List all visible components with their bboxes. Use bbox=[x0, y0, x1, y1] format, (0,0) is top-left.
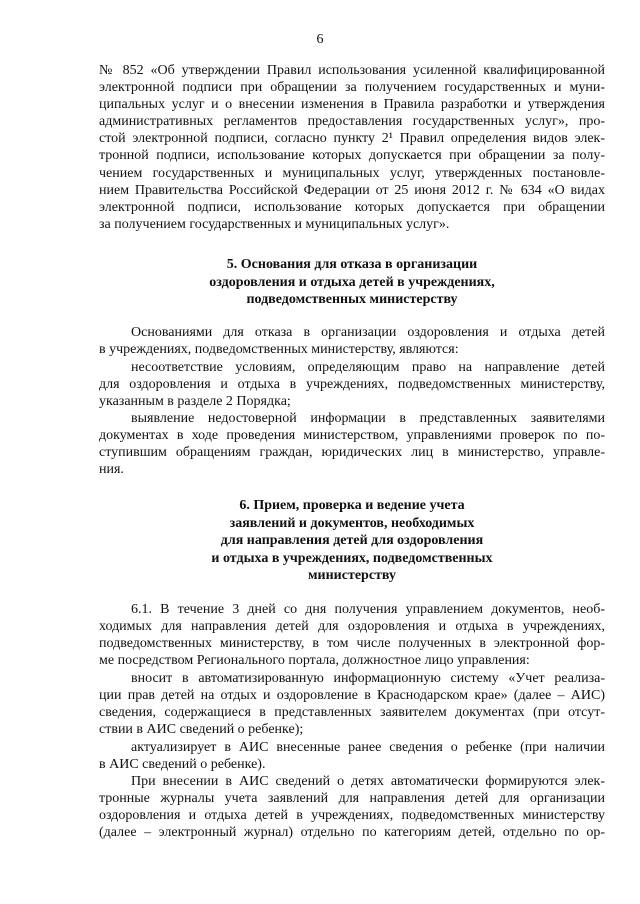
paragraph-line: тронные журналы учета заявлений для направления детей для организации bbox=[99, 790, 605, 806]
heading-line: для направления детей для оздоровления bbox=[220, 533, 484, 549]
paragraph-line: тронной подписи, использование которых допускается при обращении за полу- bbox=[99, 148, 605, 164]
paragraph-line: выявление недостоверной информации в представленных заявителями bbox=[131, 411, 605, 426]
paragraph-line: 6.1. В течение 3 дней со дня получения управлением документов, необ- bbox=[131, 602, 605, 617]
paragraph-line: стой электронной подписи, согласно пункту 2¹ Правил определения видов элек- bbox=[99, 131, 605, 147]
heading-line: заявлений и документов, необходимых bbox=[229, 515, 475, 531]
paragraph-line: в учреждениях, подведомственных министерству, являются: bbox=[99, 342, 459, 358]
paragraph-line: чением государственных и муниципальных услуг, утвержденных постановле- bbox=[99, 165, 605, 181]
heading-line: и отдыха в учреждениях, подведомственных bbox=[211, 550, 493, 566]
paragraph-line: за получением государственных и муниципальных услуг». bbox=[99, 216, 450, 232]
page-number: 6 bbox=[316, 32, 324, 47]
paragraph-intro bbox=[99, 62, 605, 233]
paragraph-line: актуализирует в АИС внесенные ранее сведения о ребенке (при наличии bbox=[131, 739, 605, 755]
heading-line: оздоровления и отдыха детей в учреждениях, bbox=[209, 274, 495, 290]
paragraph-line: При внесении в АИС сведений о детях автоматически формируются элек- bbox=[131, 773, 605, 789]
paragraph-line: подведомственных министерству, в том числе полученных в электронной фор- bbox=[99, 636, 605, 652]
paragraph-line: электронной подписи, использование которых допускается при обращении bbox=[99, 199, 605, 215]
paragraph-line: сведения, содержащиеся в представленных заявителем документах (при отсут- bbox=[99, 705, 605, 721]
paragraph-line: ступившим обращениям граждан, юридических лиц в министерство, управле- bbox=[99, 445, 605, 461]
section-6-paragraph-4 bbox=[99, 773, 605, 841]
paragraph-line: документах в ходе проведения министерством, управлениями проверок по по- bbox=[99, 428, 605, 444]
section-5-paragraph-3 bbox=[99, 410, 605, 478]
paragraph-line: Основаниями для отказа в организации оздоровления и отдыха детей bbox=[131, 325, 605, 340]
paragraph-line: ствии в АИС сведений о ребенке); bbox=[99, 722, 304, 738]
paragraph-line: вносит в автоматизированную информационную систему «Учет реализа- bbox=[131, 671, 605, 686]
paragraph-line: ципальных услуг и о внесении изменения в Правила разработки и утверждения bbox=[99, 97, 605, 113]
paragraph-line: административных регламентов предоставления государственных услуг», про- bbox=[99, 114, 605, 130]
paragraph-line: ния. bbox=[99, 462, 124, 478]
paragraph-line: № 852 «Об утверждении Правил использования усиленной квалифицированной bbox=[99, 63, 605, 78]
paragraph-line: ходимых для направления детей для оздоровления и отдыха в учреждениях, bbox=[99, 619, 605, 635]
section-5-paragraph-2 bbox=[99, 359, 605, 410]
paragraph-line: ции прав детей на отдых и оздоровление в Краснодарском крае» (далее – АИС) bbox=[99, 688, 605, 704]
heading-line: подведомственных министерству bbox=[246, 292, 458, 308]
heading-line: министерству bbox=[308, 568, 396, 584]
section-5-heading bbox=[99, 256, 605, 309]
section-6-paragraph-3 bbox=[99, 739, 605, 773]
section-6-paragraph-1 bbox=[99, 601, 605, 669]
paragraph-line: электронной подписи при обращении за получением государственных и муни- bbox=[99, 80, 605, 96]
heading-line: 5. Основания для отказа в организации bbox=[226, 257, 478, 272]
section-6-heading bbox=[99, 497, 605, 585]
paragraph-line: ме посредством Регионального портала, должностное лицо управления: bbox=[99, 653, 530, 669]
section-6-paragraph-2 bbox=[99, 670, 605, 738]
paragraph-line: несоответствие условиям, определяющим право на направление детей bbox=[131, 359, 605, 375]
heading-line: 6. Прием, проверка и ведение учета bbox=[239, 498, 465, 513]
paragraph-line: в АИС сведений о ребенке). bbox=[99, 756, 266, 772]
paragraph-line: оздоровления и отдыха детей в учреждениях, подведомственных министерству bbox=[99, 807, 605, 823]
section-5-paragraph-1 bbox=[99, 324, 605, 358]
paragraph-line: нием Правительства Российской Федерации от 25 июня 2012 г. № 634 «О видах bbox=[99, 182, 605, 198]
paragraph-line: для оздоровления и отдыха в учреждениях, подведомственных министерству, bbox=[99, 376, 605, 392]
paragraph-line: (далее – электронный журнал) отдельно по категориям детей, отдельно по ор- bbox=[99, 824, 605, 840]
paragraph-line: указанным в разделе 2 Порядка; bbox=[99, 393, 291, 409]
